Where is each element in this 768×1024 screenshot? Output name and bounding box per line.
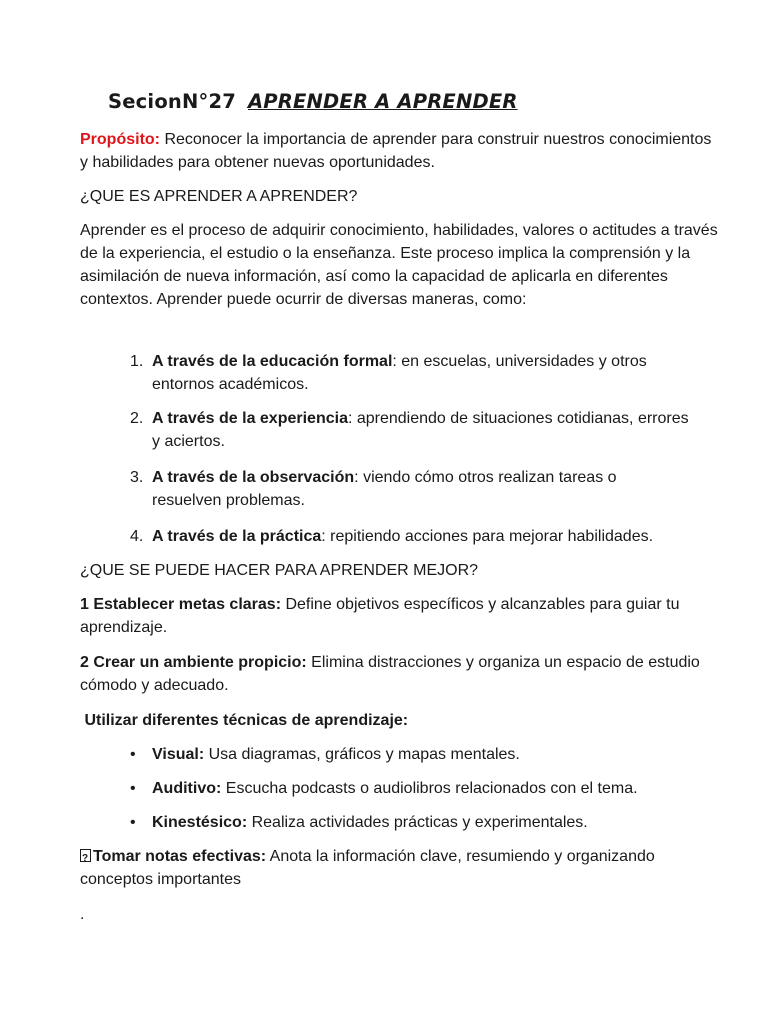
purpose-label: Propósito: [80, 131, 160, 148]
list-item-bold: A través de la observación [152, 469, 355, 486]
page-title [108, 90, 518, 113]
list-item-bold: Kinestésico: [152, 814, 248, 831]
bullet-icon: • [130, 746, 136, 763]
techniques-heading: Utilizar diferentes técnicas de aprendizaje: [80, 712, 409, 729]
list-item-bold: Visual: [152, 746, 205, 763]
tip-text: Elimina distracciones y organiza un espacio de estudio cómodo y adecuado. [80, 654, 700, 694]
tip-paragraph [80, 651, 720, 697]
section2-heading: ¿QUE SE PUEDE HACER PARA APRENDER MEJOR? [80, 562, 479, 579]
tip-bold: 2 Crear un ambiente propicio: [80, 654, 307, 671]
list-item [130, 811, 690, 834]
list-item-bold: A través de la educación formal [152, 353, 393, 370]
list-item-text: Realiza actividades prácticas y experimentales. [247, 814, 588, 831]
notes-paragraph [80, 845, 720, 891]
list-number: 1. [130, 353, 144, 370]
list-item-text: : aprendiendo de situaciones cotidianas, errores y aciertos. [152, 410, 689, 450]
tip-paragraph [80, 593, 720, 639]
notes-bold: Tomar notas efectivas: [93, 848, 267, 865]
notes-text: Anota la información clave, resumiendo y organizando conceptos importantes [80, 848, 655, 888]
list-item [130, 407, 690, 453]
purpose-paragraph [80, 128, 720, 174]
section1-heading: ¿QUE ES APRENDER A APRENDER? [80, 188, 358, 205]
list-number: 3. [130, 469, 144, 486]
bullet-icon: • [130, 780, 136, 797]
list-item-bold: A través de la práctica [152, 528, 322, 545]
list-item-bold: Auditivo: [152, 780, 222, 797]
session-number: SecionN°27 [108, 90, 236, 113]
list-item-text: : viendo cómo otros realizan tareas o resuelven problemas. [152, 469, 617, 509]
missing-glyph-icon [80, 849, 91, 862]
list-item-text: : en escuelas, universidades y otros entornos académicos. [152, 353, 647, 393]
tip-bold: 1 Establecer metas claras: [80, 596, 282, 613]
list-item-text: : repitiendo acciones para mejorar habilidades. [321, 528, 654, 545]
list-number: 4. [130, 528, 144, 545]
section1-paragraph: Aprender es el proceso de adquirir conocimiento, habilidades, valores o actitudes a través de la experiencia, el estudio o la enseñanza. Este proceso implica la comprensión y la asimilación de nueva información, así como la capacidad de aplicarla en diferentes contextos. Aprender puede ocurrir de diversas maneras, como: [80, 222, 718, 308]
purpose-text: Reconocer la importancia de aprender para construir nuestros conocimientos y habilidades para obtener nuevas oportunidades. [80, 131, 712, 171]
bullet-icon: • [130, 814, 136, 831]
trailing-dot: . [80, 906, 85, 923]
list-item [130, 350, 690, 396]
tip-text: Define objetivos específicos y alcanzables para guiar tu aprendizaje. [80, 596, 680, 636]
list-item [130, 777, 690, 800]
list-item [130, 525, 690, 548]
list-number: 2. [130, 410, 144, 427]
list-item [130, 466, 690, 512]
list-item [130, 743, 690, 766]
list-item-text: Escucha podcasts o audiolibros relacionados con el tema. [221, 780, 638, 797]
list-item-text: Usa diagramas, gráficos y mapas mentales. [204, 746, 520, 763]
list-item-bold: A través de la experiencia [152, 410, 348, 427]
session-topic: APRENDER A APRENDER [248, 90, 518, 113]
